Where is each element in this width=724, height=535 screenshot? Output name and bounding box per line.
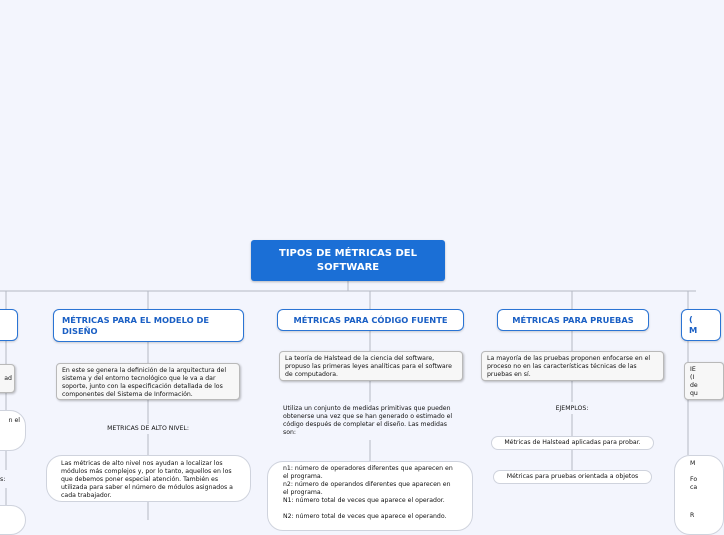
diseno-alto-nivel-node[interactable] [46, 455, 251, 502]
pruebas-intro-text: La mayoría de las pruebas proponen enfocarse en el proceso no en las características técnicas de las pruebas en sí. [487, 355, 651, 378]
pruebas-intro-node[interactable] [481, 351, 664, 381]
root-title: TIPOS DE MÉTRICAS DEL SOFTWARE [279, 247, 417, 273]
right-partial-title-1: ( [689, 314, 693, 324]
right-partial-frag-fo-2: ca [690, 484, 698, 491]
right-partial-frag-m: M [690, 460, 696, 467]
right-partial-node-1[interactable] [684, 362, 724, 400]
codigo-measures-node[interactable] [267, 461, 473, 531]
pruebas-example-1-text: Métricas de Halstead aplicadas para probar. [504, 439, 641, 446]
measure-N2: N2: número total de veces que aparece el operando. [283, 513, 447, 520]
right-partial-line-4: qu [690, 390, 698, 397]
right-partial-frag-bottom: R [690, 512, 695, 519]
right-partial-line-1: IE [690, 366, 696, 373]
branch-codigo-title: MÉTRICAS PARA CÓDIGO FUENTE [293, 314, 448, 325]
codigo-intro-text: La teoría de Halstead de la ciencia del software, propuso las primeras leyes analíticas para el software de computadora. [285, 355, 452, 378]
diseno-alto-nivel-label-text: METRICAS DE ALTO NIVEL: [107, 425, 189, 432]
branch-metricas-pruebas[interactable] [497, 309, 649, 331]
codigo-description-node[interactable] [283, 405, 461, 437]
left-partial-text-2: n el [8, 417, 20, 424]
left-partial-node-1[interactable] [0, 364, 15, 393]
measure-n2: n2: número de operandos diferentes que aparecen en el programa. [283, 481, 451, 496]
branch-metricas-diseno[interactable] [53, 309, 244, 342]
branch-left-partial[interactable] [0, 309, 18, 341]
diseno-definition-node[interactable] [56, 363, 240, 400]
root-topic[interactable] [251, 240, 445, 281]
branch-diseno-title: MÉTRICAS PARA EL MODELO DE DISEÑO [62, 314, 210, 336]
codigo-intro-node[interactable] [279, 351, 463, 381]
measure-N1: N1: número total de veces que aparece el operador. [283, 497, 445, 504]
pruebas-example-2-text: Métricas para pruebas orientada a objetos [506, 473, 639, 480]
left-partial-text-1: ad [4, 375, 12, 382]
right-partial-node-2[interactable] [674, 455, 724, 535]
pruebas-examples-label-text: EJEMPLOS: [555, 405, 589, 412]
pruebas-examples-label[interactable] [532, 405, 612, 413]
diseno-alto-nivel-label[interactable] [88, 425, 208, 433]
left-partial-node-2[interactable] [0, 410, 26, 451]
branch-right-partial[interactable] [681, 309, 721, 341]
right-partial-title-2: M [689, 325, 698, 335]
left-partial-text-3: s: [0, 476, 6, 483]
right-partial-line-3: de [690, 382, 698, 389]
pruebas-example-oo[interactable] [493, 470, 652, 484]
right-partial-frag-fo-1: Fo [690, 476, 698, 483]
diseno-alto-nivel-text: Las métricas de alto nivel nos ayudan a localizar los módulos más complejos y, por lo tanto, aquellos en los que debemos poner especial atención. También es utilizada para saber el número de módulos asignados a cada trabajador. [61, 460, 233, 499]
left-partial-node-4[interactable] [0, 505, 26, 535]
diseno-definition-text: En este se genera la definición de la arquitectura del sistema y del entorno tecnológico que le va a dar soporte, junto con la especificación detallada de los componentes del Sistema de Información. [62, 367, 227, 398]
branch-metricas-codigo-fuente[interactable] [277, 309, 464, 331]
left-partial-node-3[interactable] [0, 476, 5, 484]
pruebas-example-halstead[interactable] [491, 436, 654, 450]
measure-n1: n1: número de operadores diferentes que aparecen en el programa. [283, 465, 453, 480]
right-partial-line-2: (I [690, 374, 695, 381]
branch-pruebas-title: MÉTRICAS PARA PRUEBAS [512, 314, 634, 325]
codigo-description-text: Utiliza un conjunto de medidas primitivas que pueden obtenerse una vez que se han generado o estimado el código después de completar el diseño. Las medidas son: [283, 405, 453, 436]
